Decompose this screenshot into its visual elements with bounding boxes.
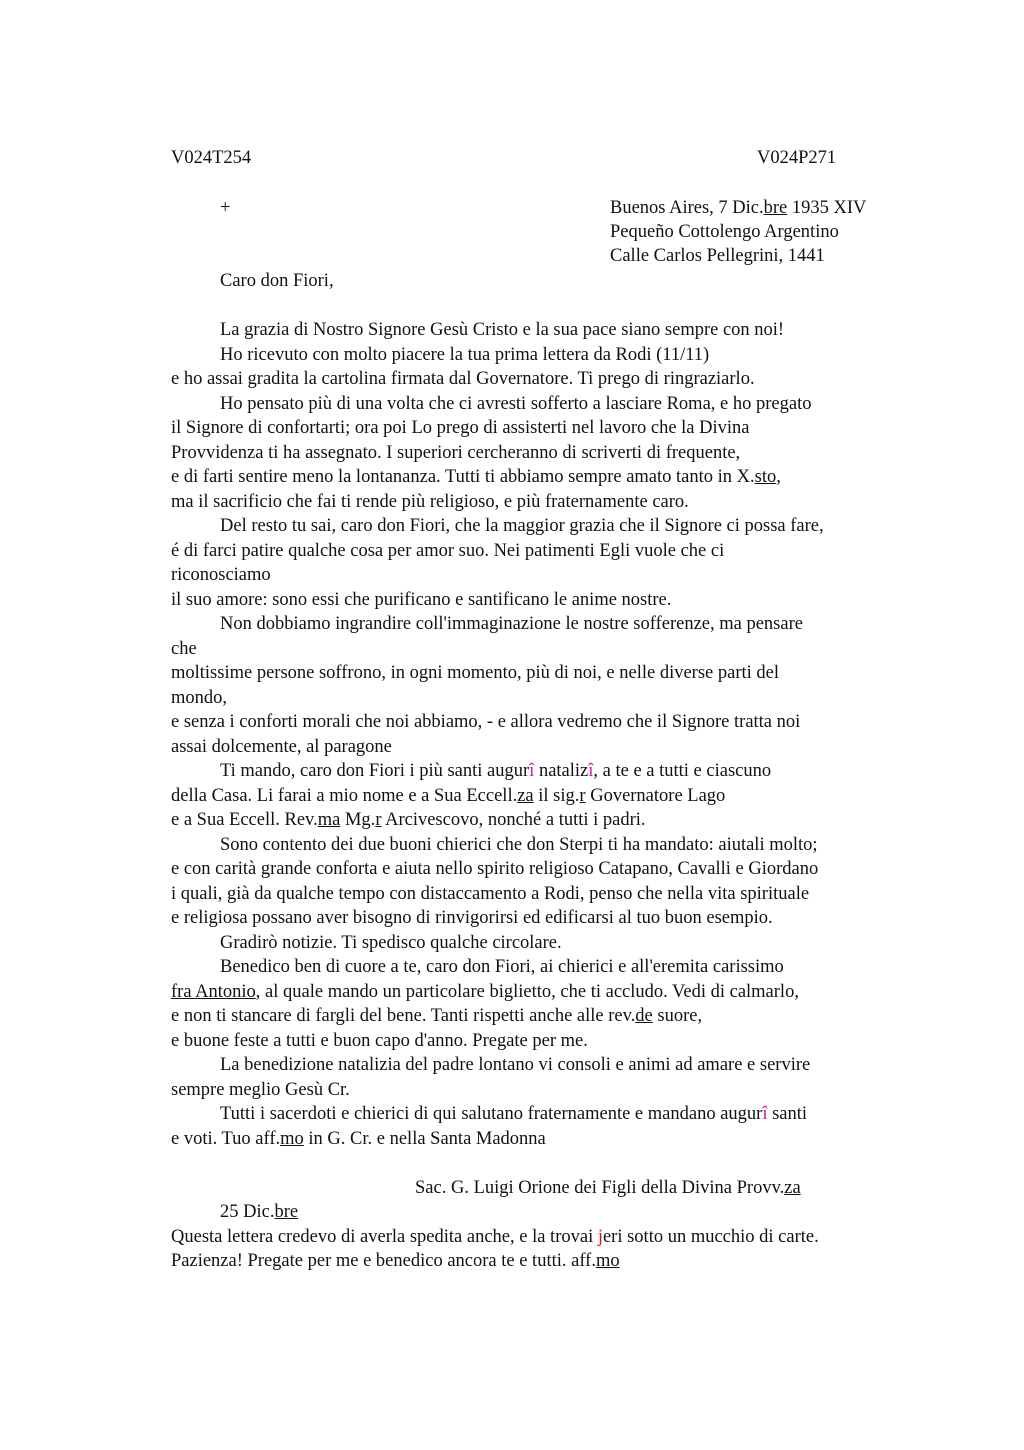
body-line: i quali, già da qualche tempo con distaccamento a Rodi, penso che nella vita spirituale	[171, 883, 810, 904]
body-line: e voti. Tuo aff.mo in G. Cr. e nella Santa Madonna	[171, 1128, 546, 1149]
body-line: e buone feste a tutti e buon capo d'anno. Pregate per me.	[171, 1030, 588, 1051]
body-line: Provvidenza ti ha assegnato. I superiori cercheranno di scriverti di frequente,	[171, 442, 741, 463]
postscript-line: Questa lettera credevo di averla spedita anche, e la trovai jeri sotto un mucchio di carte.	[171, 1226, 819, 1247]
body-line: riconosciamo	[171, 565, 271, 585]
body-line: moltissime persone soffrono, in ogni momento, più di noi, e nelle diverse parti del	[171, 663, 779, 683]
postscript-date: 25 Dic.bre	[220, 1202, 299, 1222]
cross-mark: +	[220, 198, 231, 218]
body-line: é di farci patire qualche cosa per amor suo. Nei patimenti Egli vuole che ci	[171, 540, 725, 561]
body-line: mondo,	[171, 687, 228, 708]
body-line: e senza i conforti morali che noi abbiamo, - e allora vedremo che il Signore tratta noi	[171, 712, 801, 732]
body-line: assai dolcemente, al paragone	[171, 736, 392, 757]
body-line: che	[171, 638, 197, 659]
body-line: La grazia di Nostro Signore Gesù Cristo e la sua pace siano sempre con noi!	[220, 320, 785, 340]
body-line: Del resto tu sai, caro don Fiori, che la maggior grazia che il Signore ci possa fare,	[220, 516, 824, 536]
body-line: il Signore di confortarti; ora poi Lo prego di assisterti nel lavoro che la Divina	[171, 418, 750, 438]
body-line: e ho assai gradita la cartolina firmata dal Governatore. Ti prego di ringraziarlo.	[171, 369, 755, 389]
place-address-line: Calle Carlos Pellegrini, 1441	[610, 246, 825, 266]
signature: Sac. G. Luigi Orione dei Figli della Divina Provv.za	[415, 1177, 801, 1198]
body-line: Ti mando, caro don Fiori i più santi augurî natalizî, a te e a tutti e ciascuno	[220, 761, 772, 781]
body-line: e con carità grande conforta e aiuta nello spirito religioso Catapano, Cavalli e Giordano	[171, 859, 819, 879]
body-line: La benedizione natalizia del padre lontano vi consoli e animi ad amare e servire	[220, 1055, 811, 1075]
correction-mark: î	[529, 761, 535, 781]
place-date-line: Buenos Aires, 7 Dic.bre 1935 XIV	[610, 198, 867, 218]
place-institution-line: Pequeño Cottolengo Argentino	[610, 222, 839, 242]
body-line: Sono contento dei due buoni chierici che don Sterpi ti ha mandato: aiutali molto;	[220, 834, 818, 855]
postscript-line: Pazienza! Pregate per me e benedico ancora te e tutti. aff.mo	[171, 1251, 620, 1271]
body-line: Benedico ben di cuore a te, caro don Fiori, ai chierici e all'eremita carissimo	[220, 957, 784, 977]
body-line: e non ti stancare di fargli del bene. Tanti rispetti anche alle rev.de suore,	[171, 1006, 703, 1026]
correction-mark: î	[762, 1104, 768, 1124]
correction-mark: î	[588, 761, 594, 781]
document-code-left: V024T254	[171, 148, 252, 168]
body-line: e a Sua Eccell. Rev.ma Mg.r Arcivescovo, nonché a tutti i padri.	[171, 810, 646, 830]
letter-body	[171, 318, 911, 1274]
body-line: e di farti sentire meno la lontananza. Tutti ti abbiamo sempre amato tanto in X.sto,	[171, 467, 781, 487]
body-line: Ho pensato più di una volta che ci avresti sofferto a lasciare Roma, e ho pregato	[220, 393, 812, 414]
body-line: Non dobbiamo ingrandire coll'immaginazione le nostre sofferenze, ma pensare	[220, 614, 803, 634]
body-line: ma il sacrificio che fai ti rende più religioso, e più fraternamente caro.	[171, 491, 689, 512]
body-line: Tutti i sacerdoti e chierici di qui salutano fraternamente e mandano augurî santi	[220, 1104, 808, 1124]
body-line: sempre meglio Gesù Cr.	[171, 1079, 350, 1100]
document-code-right: V024P271	[757, 148, 837, 168]
body-line: il suo amore: sono essi che purificano e santificano le anime nostre.	[171, 589, 672, 610]
body-line: della Casa. Li farai a mio nome e a Sua Eccell.za il sig.r Governatore Lago	[171, 785, 726, 806]
correction-mark: j	[597, 1226, 603, 1247]
body-line: Ho ricevuto con molto piacere la tua prima lettera da Rodi (11/11)	[220, 344, 710, 365]
body-line: Gradirò notizie. Ti spedisco qualche circolare.	[220, 932, 562, 953]
body-line: e religiosa possano aver bisogno di rinvigorirsi ed edificarsi al tuo buon esempio.	[171, 908, 773, 928]
salutation: Caro don Fiori,	[220, 271, 334, 291]
body-line: fra Antonio, al quale mando un particolare biglietto, che ti accludo. Vedi di calmarlo,	[171, 981, 799, 1002]
